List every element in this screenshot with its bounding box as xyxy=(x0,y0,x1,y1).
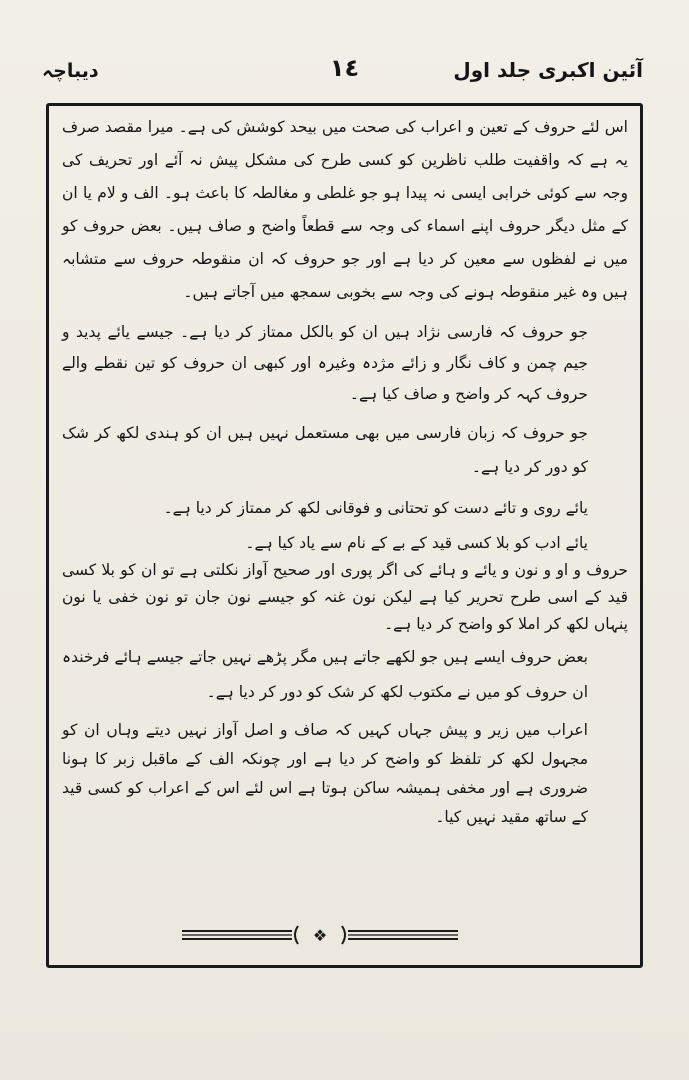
paragraph-5: یائے ادب کو بلا کسی قید کے بے کے نام سے یاد کیا ہے۔ xyxy=(245,534,588,552)
paragraph-1: اس لئے حروف کے تعین و اعراب کی صحت میں بیحد کوشش کی ہے۔ میرا مقصد صرف یہ ہے کہ واقفیت طلب ناظرین کو کسی طرح کی مشکل پیش نہ آئے اور تحریف کی وجہ سے کوئی خرابی ایسی نہ پیدا ہو جو غلطی و مغالطہ کا باعث ہو۔ الف و لام یا ان کے مثل دیگر حروف اپنے اسماء کی وجہ سے قطعاً واضح و صاف ہیں۔ بعض حروف کو میں نے لفظوں سے معین کر دیا ہے اور جو حروف کہ ان منقوطہ حروف سے متشابہ ہیں وہ غیر منقوطہ ہونے کی وجہ سے بخوبی سمجھ میں آجاتے ہیں۔ xyxy=(62,118,628,301)
paragraph-2: جو حروف کہ فارسی نژاد ہیں ان کو بالکل ممتاز کر دیا ہے۔ جیسے یائے پدید و جیم چمن و کاف نگار و زائے مژدہ وغیرہ اور کبھی ان حروف کو تین نقطے والے حروف کہہ کر واضح و صاف کیا ہے۔ xyxy=(62,323,588,403)
paragraph-3: جو حروف کہ زبان فارسی میں بھی مستعمل نہیں ہیں ان کو ہندی لکھ کر شک کو دور کر دیا ہے۔ xyxy=(62,424,588,476)
book-title: آئین اکبری جلد اول xyxy=(453,58,643,82)
paragraph-7: بعض حروف ایسے ہیں جو لکھے جاتے ہیں مگر پڑھے نہیں جاتے جیسے ہائے فرخندہ ان حروف کو میں نے مکتوب لکھ کر شک کو دور کر دیا ہے۔ xyxy=(62,648,588,701)
ornament-divider xyxy=(180,922,460,948)
body-text xyxy=(62,111,628,832)
paragraph-8: اعراب میں زیر و پیش جہاں کہیں کہ صاف و اصل آواز نہیں دیتے وہاں ان کو مجہول لکھ کر تلفظ کو واضح کر دیا ہے اور چونکہ الف کے ماقبل زبر کا ہونا ضروری ہے اور مخفی ہمیشہ ساکن ہوتا ہے اس لئے اس کے اعراب کو کسی قید کے ساتھ مقید نہیں کیا۔ xyxy=(62,721,588,826)
paragraph-4: یائے روی و تائے دست کو تحتانی و فوقانی لکھ کر ممتاز کر دیا ہے۔ xyxy=(163,499,588,517)
ornament-glyph: ❖ xyxy=(312,926,328,945)
page-number: ١٤ xyxy=(329,54,360,82)
page-header xyxy=(34,52,655,98)
section-name: دیباچہ xyxy=(42,60,99,82)
paragraph-6: حروف و او و نون و یائے و ہائے کی اگر پوری اور صحیح آواز نکلتی ہے تو ان کو بلا کسی قید کے اسی طرح تحریر کیا ہے لیکن نون غنہ کو جیسے نون جان تو نون خفی یا نون پنہاں لکھ کر املا کو واضح کر دیا ہے۔ xyxy=(62,561,628,633)
